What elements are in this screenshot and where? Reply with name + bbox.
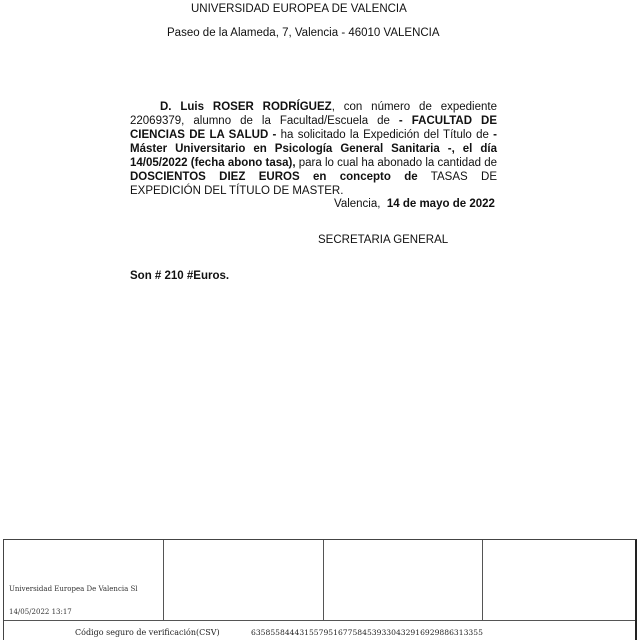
csv-label: Código seguro de verificación(CSV) <box>75 628 220 637</box>
issue-date-line <box>334 198 495 210</box>
student-name: D. Luis ROSER RODRÍGUEZ <box>160 101 332 113</box>
body-text: , con número de expediente 22069379, alumno de la Facultad/Escuela de <box>130 101 497 127</box>
certificate-body <box>130 100 497 198</box>
amount-text: DOSCIENTOS DIEZ EUROS en concepto de <box>130 171 418 183</box>
signer-name: Universidad Europea De Valencia Sl <box>9 585 138 593</box>
amount-summary: Son # 210 #Euros. <box>130 270 230 282</box>
faculty-name: - FACULTAD DE CIENCIAS DE LA SALUD - <box>130 115 498 141</box>
table-divider <box>163 540 164 620</box>
degree-and-date: - Máster Universitario en Psicología General Sanitaria -, el día 14/05/2022 (fecha abono tasa), <box>130 129 497 169</box>
institution-address: Paseo de la Alameda, 7, Valencia - 46010 VALENCIA <box>167 27 440 39</box>
signature-table <box>3 539 637 640</box>
issue-place: Valencia, <box>334 198 381 210</box>
issuing-office: SECRETARIA GENERAL <box>318 234 449 246</box>
table-divider <box>323 540 324 620</box>
csv-code: 635855844431557951677584539330432916929886313355 <box>251 628 483 637</box>
issue-date: 14 de mayo de 2022 <box>386 198 495 210</box>
table-divider <box>4 620 635 621</box>
signature-timestamp: 14/05/2022 13:17 <box>9 608 72 616</box>
table-divider <box>482 540 483 620</box>
body-text: para lo cual ha abonado la cantidad de <box>295 157 497 169</box>
concept-text: TASAS DE EXPEDICIÓN DEL TÍTULO DE MASTER. <box>130 171 497 197</box>
institution-name: UNIVERSIDAD EUROPEA DE VALENCIA <box>191 3 407 15</box>
body-text: ha solicitado la Expedición del Título de <box>276 129 494 141</box>
